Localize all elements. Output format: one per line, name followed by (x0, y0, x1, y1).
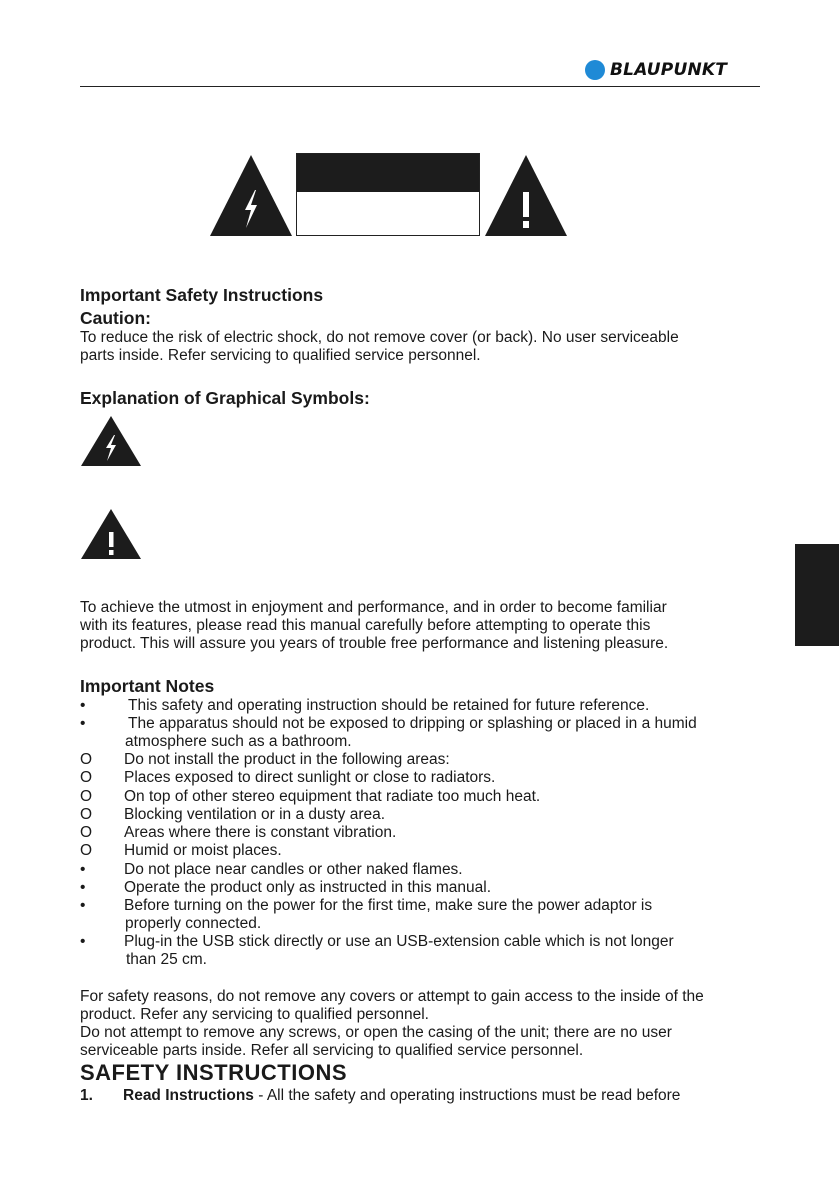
exclamation-symbol-icon (80, 508, 142, 560)
list-item-text-continued: than 25 cm. (126, 951, 207, 968)
list-item-text: This safety and operating instruction should be retained for future reference. (128, 697, 650, 714)
list-item-text: Before turning on the power for the first time, make sure the power adaptor is (124, 897, 653, 914)
closing-line1: For safety reasons, do not remove any covers or attempt to gain access to the inside of the (80, 988, 704, 1005)
lightning-warning-icon (209, 154, 293, 237)
intro-line2: with its features, please read this manual carefully before attempting to operate this (80, 617, 651, 634)
notes-heading: Important Notes (80, 676, 215, 696)
bullet-marker: • (80, 697, 86, 714)
exclamation-warning-icon (484, 154, 568, 237)
list-item-text: Do not place near candles or other naked flames. (124, 861, 463, 878)
list-item-text-continued: properly connected. (125, 915, 262, 932)
circle-marker: O (80, 769, 93, 786)
closing-line2: product. Refer any servicing to qualified personnel. (80, 1006, 429, 1023)
closing-line3: Do not attempt to remove any screws, or open the casing of the unit; there are no user (80, 1024, 672, 1041)
list-item-text: Humid or moist places. (124, 842, 282, 859)
brand-name: BLAUPUNKT (610, 60, 728, 80)
bullet-marker: • (80, 715, 86, 732)
instruction-title: Read Instructions (123, 1087, 254, 1104)
caution-label-bar (297, 154, 479, 192)
circle-marker: O (80, 806, 93, 823)
lightning-symbol-icon (80, 415, 142, 467)
caution-text-line2: parts inside. Refer servicing to qualified service personnel. (80, 347, 481, 364)
instruction-number: 1. (80, 1087, 93, 1104)
caution-label-box (296, 153, 480, 236)
list-item-text: Places exposed to direct sunlight or close to radiators. (124, 769, 496, 786)
safety-instructions-heading: SAFETY INSTRUCTIONS (80, 1060, 348, 1085)
circle-marker: O (80, 751, 93, 768)
list-item-text: On top of other stereo equipment that radiate too much heat. (124, 788, 541, 805)
list-item-text: Do not install the product in the following areas: (124, 751, 450, 768)
circle-marker: O (80, 788, 93, 805)
section-tab (795, 544, 839, 646)
list-item-text-continued: atmosphere such as a bathroom. (125, 733, 352, 750)
safety-title: Important Safety Instructions (80, 285, 324, 305)
header-divider (80, 86, 760, 87)
bullet-marker: • (80, 933, 86, 950)
list-item-text: Blocking ventilation or in a dusty area. (124, 806, 386, 823)
instruction-text: - All the safety and operating instructions must be read before (253, 1087, 681, 1104)
circle-marker: O (80, 824, 93, 841)
list-item-text: Areas where there is constant vibration. (124, 824, 397, 841)
caution-heading: Caution: (80, 308, 151, 328)
bullet-marker: • (80, 861, 86, 878)
list-item-text: The apparatus should not be exposed to dripping or splashing or placed in a humid (128, 715, 697, 732)
brand-logo-dot (585, 60, 605, 80)
caution-text-line1: To reduce the risk of electric shock, do not remove cover (or back). No user serviceable (80, 329, 679, 346)
bullet-marker: • (80, 879, 86, 896)
bullet-marker: • (80, 897, 86, 914)
instruction-item-1 (80, 1087, 680, 1105)
closing-line4: serviceable parts inside. Refer all servicing to qualified service personnel. (80, 1042, 584, 1059)
list-item-text: Operate the product only as instructed in this manual. (124, 879, 492, 896)
intro-line3: product. This will assure you years of trouble free performance and listening pleasure. (80, 635, 669, 652)
symbols-heading: Explanation of Graphical Symbols: (80, 388, 370, 408)
brand-logo (585, 59, 727, 81)
list-item-text: Plug-in the USB stick directly or use an USB-extension cable which is not longer (124, 933, 674, 950)
circle-marker: O (80, 842, 93, 859)
intro-line1: To achieve the utmost in enjoyment and performance, and in order to become familiar (80, 599, 667, 616)
